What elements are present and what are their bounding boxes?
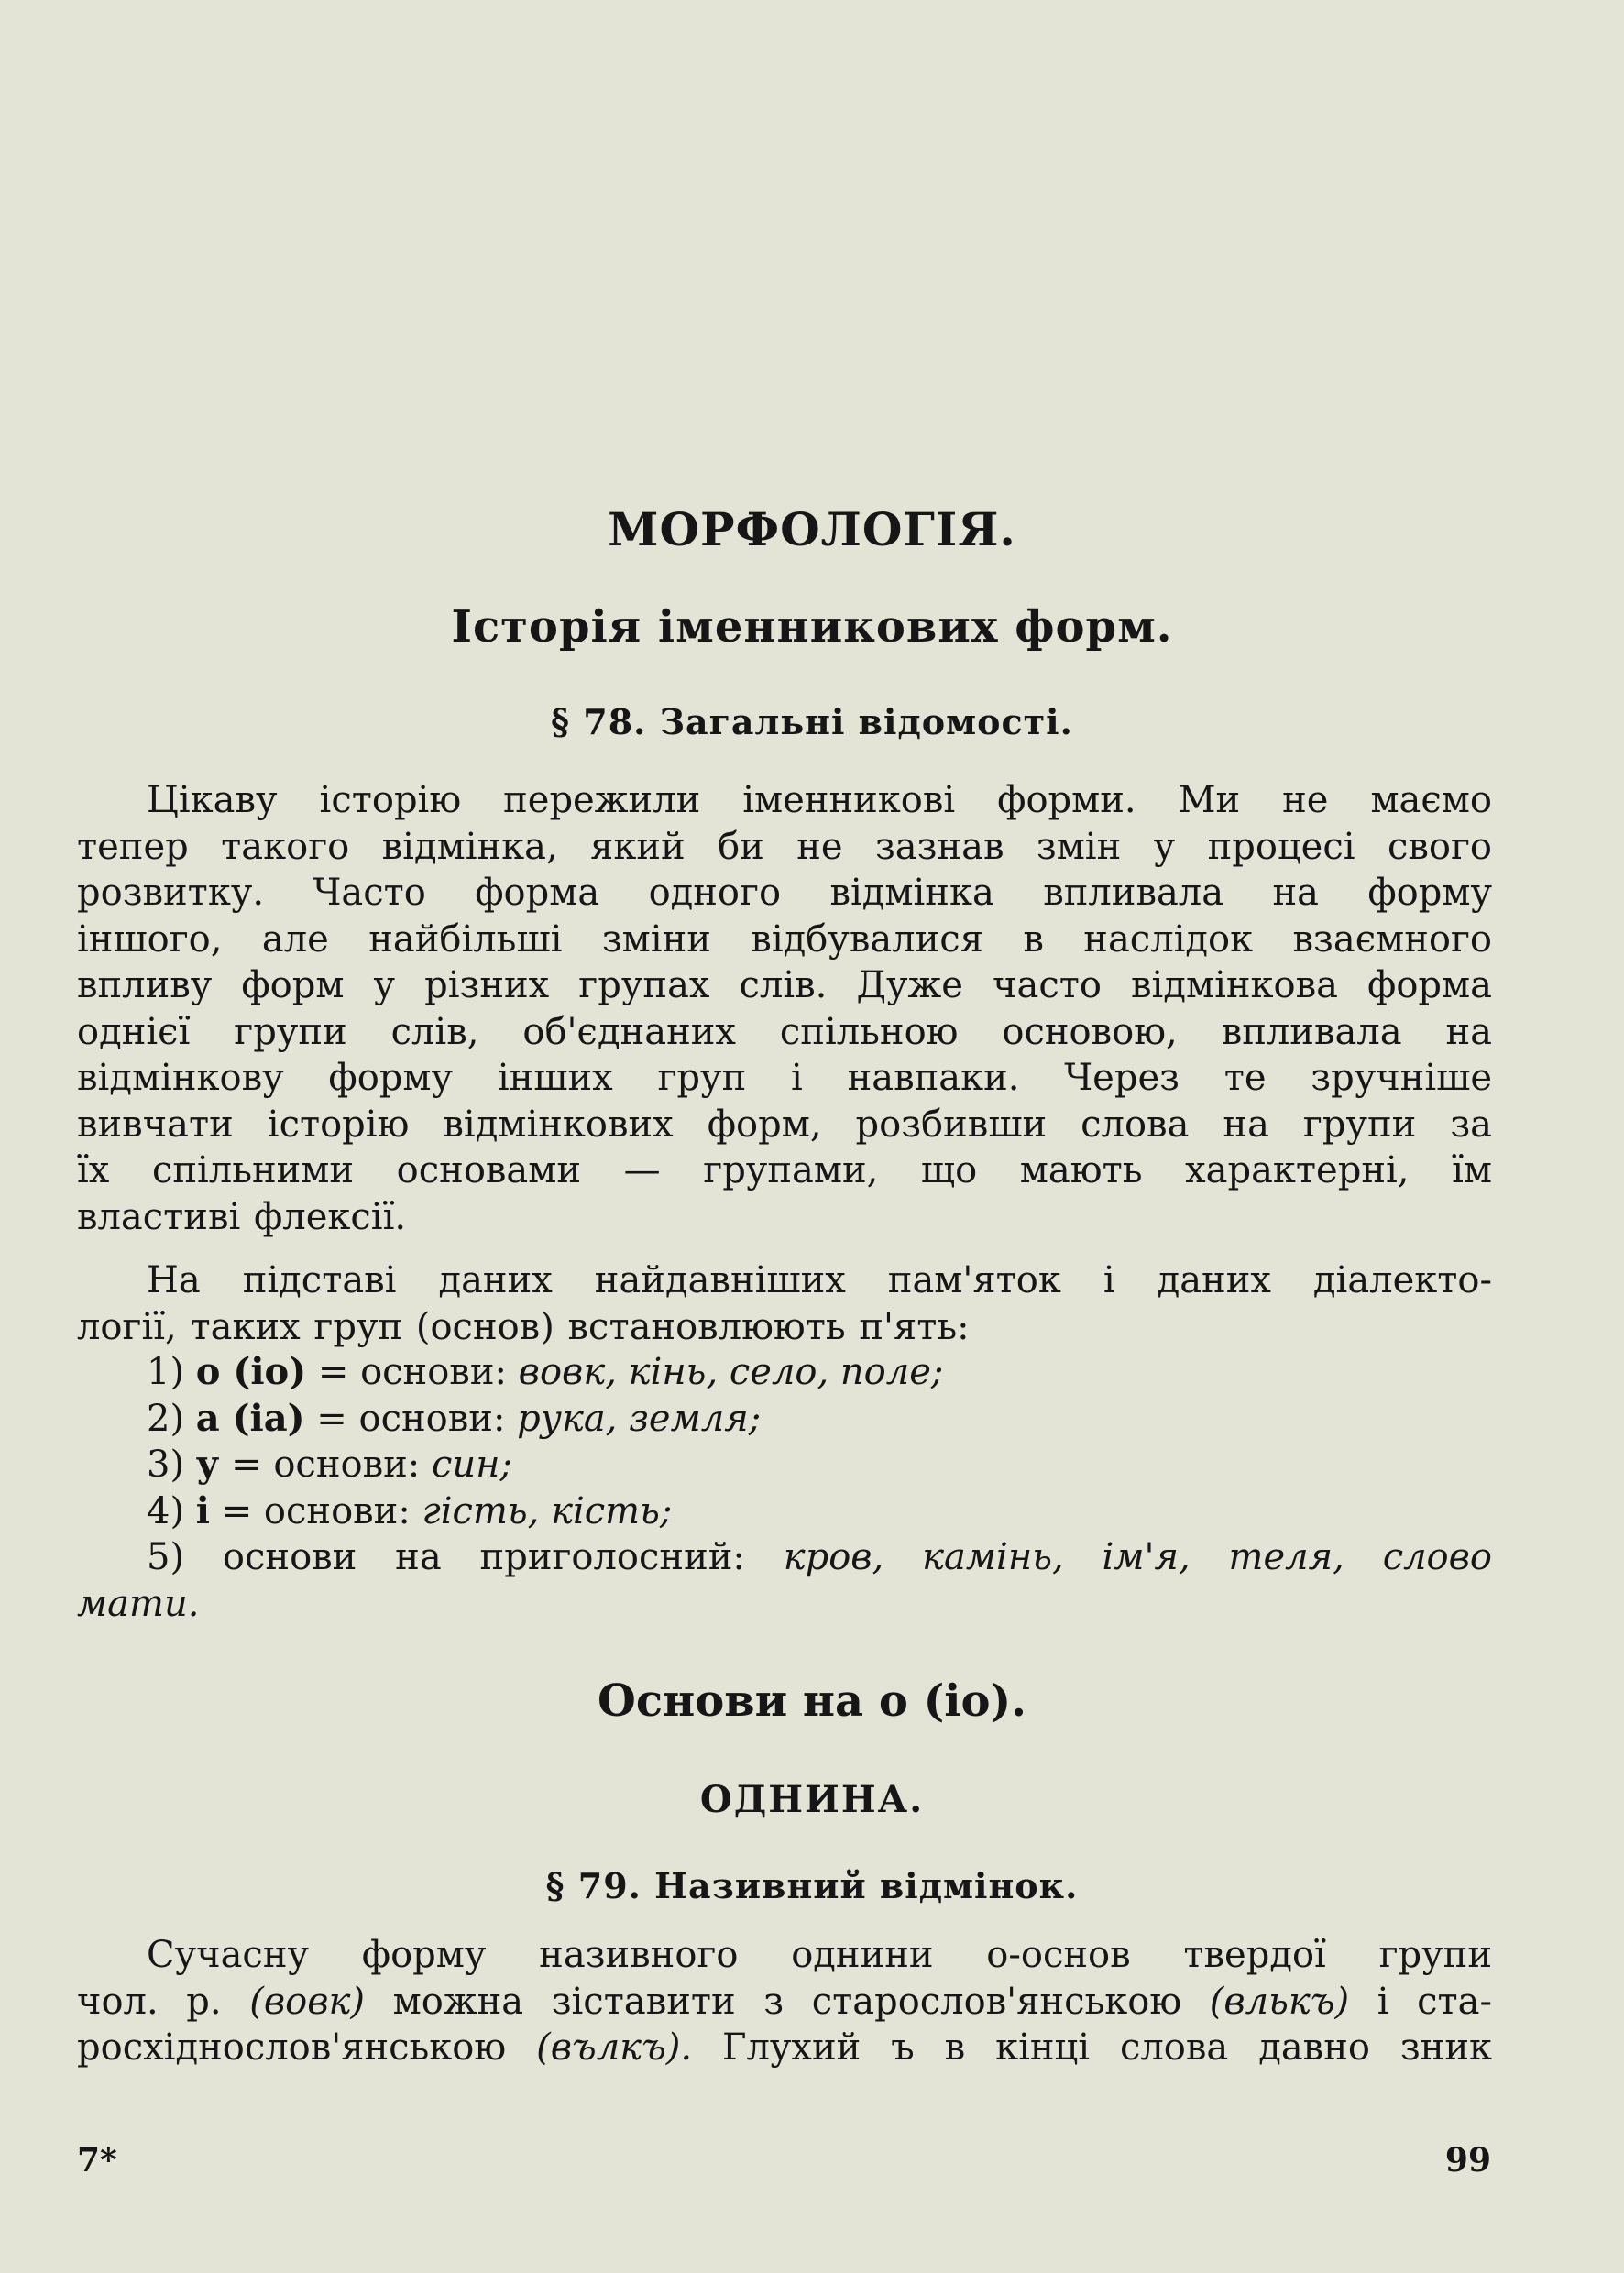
text-line: іншого, але найбільші зміни відбувалися в наслідок взаємного [77,917,1492,961]
paragraph-78-heading: § 78. Загальні відомості. [551,701,1073,742]
text-line: відмінкову форму інших груп і навпаки. Через те зручніше [77,1057,1492,1099]
list-item: 3) у = основи: син; [147,1443,512,1486]
section-title: МОРФОЛОГІЯ. [608,502,1016,556]
text-line: Цікаву історію пережили іменникові форми. Ми не маємо [147,779,1492,821]
stem-list [77,1349,1492,1627]
text-line: властиві флексії. [77,1195,407,1238]
paragraph-78-body [77,777,1492,1240]
text-line: вивчати історію відмінкових форм, розбивши слова на групи за [77,1103,1492,1146]
text-line: тепер такого відмінка, який би не зазнав змін у процесі свого [77,825,1492,868]
list-item-continuation: мати. [77,1582,200,1625]
text-line: впливу форм у різних групах слів. Дуже часто відмінкова форма [77,964,1492,1006]
page-number: 99 [1444,2141,1491,2180]
text-line: їх спільними основами — групами, що мають характерні, їм [77,1149,1492,1191]
text-line: чол. р. (вовк) можна зіставити з старослов'янською (влькъ) і ста- [77,1980,1492,2023]
chapter-title: Історія іменникових форм. [451,601,1173,653]
list-item: 4) і = основи: гість, кість; [147,1488,673,1532]
text-line: Сучасну форму називного однини о-основ твердої групи [147,1934,1492,1976]
paragraph-79-heading: § 79. Називний відмінок. [545,1865,1079,1906]
paragraph-79-body [77,1932,1492,2071]
subsection-title: Основи на о (іо). [598,1675,1026,1727]
number-title: ОДНИНА. [699,1778,925,1821]
list-item: 1) о (іо) = основи: вовк, кінь, село, поле; [147,1350,944,1393]
text-line: На підставі даних найдавніших пам'яток і даних діалекто- [147,1259,1492,1301]
list-item: 2) а (іа) = основи: рука, земля; [147,1396,762,1440]
text-line: однієї групи слів, об'єднаних спільною основою, впливала на [77,1010,1492,1053]
text-line: логії, таких груп (основ) встановлюють п'ять: [77,1305,970,1348]
signature-mark: 7* [77,2141,117,2180]
paragraph-78-second [77,1257,1492,1350]
text-line: розвитку. Часто форма одного відмінка впливала на форму [77,872,1492,914]
text-line: росхіднослов'янською (вълкъ). Глухий ъ в кінці слова давно зник [77,2026,1493,2069]
list-item: 5) основи на приголосний: кров, камінь, ім'я, теля, слово [147,1536,1493,1578]
